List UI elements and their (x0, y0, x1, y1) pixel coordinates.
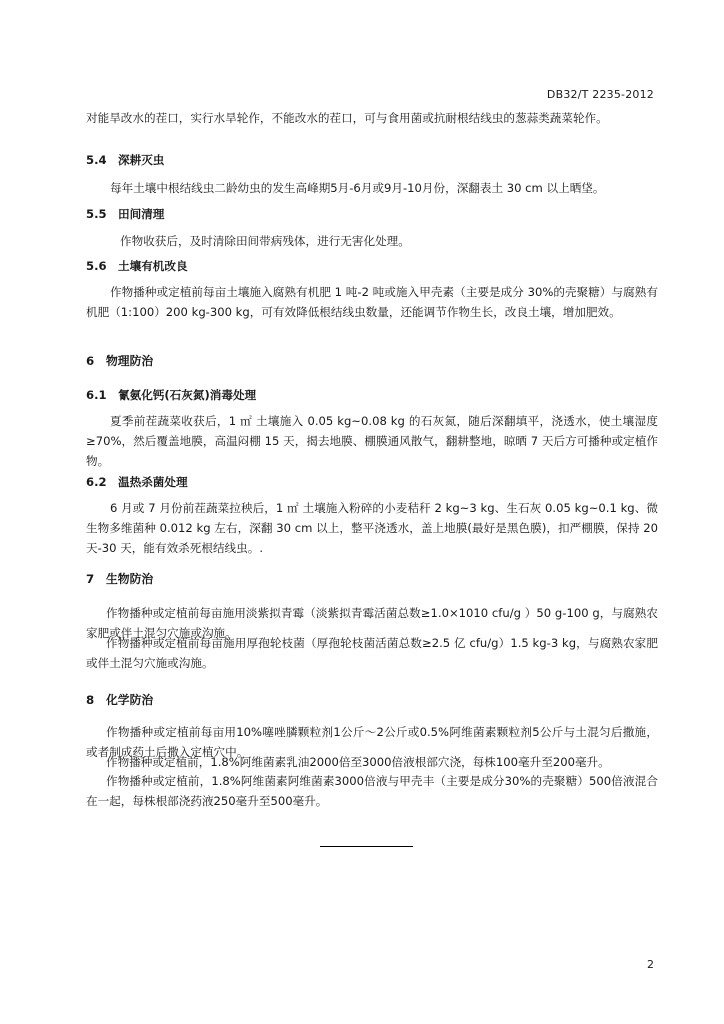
section-5-4-text: 每年土壤中根结线虫二龄幼虫的发生高峰期5月-6月或9月-10月份，深翻表土 30 cm 以上晒垡。 (110, 181, 605, 195)
section-7-paragraph-2: 作物播种或定植前每亩施用厚孢轮枝菌（厚孢轮枝菌活菌总数≥2.5 亿 cfu/g）1.5 kg-3 kg，与腐熟农家肥或伴土混匀穴施或沟施。 (86, 636, 658, 670)
section-8-paragraph-1: 作物播种或定植前每亩用10%噻唑膦颗粒剂1公斤～2公斤或0.5%阿维菌素颗粒剂5公斤与土混匀后撒施，或者制成药土后撒入定植穴中。 (86, 725, 658, 759)
section-number: 6.1 (86, 388, 107, 402)
section-number: 5.6 (86, 259, 107, 273)
end-divider (320, 846, 413, 847)
section-5-6-text: 作物播种或定植前每亩土壤施入腐熟有机肥 1 吨-2 吨或施入甲壳素（主要是成分 30%的壳聚糖）与腐熟有机肥（1:100）200 kg-300 kg，可有效降低根结线虫数量，还能调节作物生长，改良土壤，增加肥效。 (86, 285, 658, 319)
section-title: 田间清理 (118, 207, 165, 221)
section-8-heading (86, 691, 153, 708)
page-number: 2 (647, 958, 654, 971)
section-5-5-heading (86, 206, 164, 222)
section-8-paragraph-2: 作物播种或定植前，1.8%阿维菌素乳油2000倍至3000倍液根部穴浇，每株100毫升至200毫升。 (106, 755, 610, 769)
section-7-heading (86, 570, 153, 587)
section-6-1-heading (86, 387, 256, 403)
section-number: 6.2 (86, 475, 107, 489)
section-title: 深耕灭虫 (118, 153, 165, 167)
section-7-paragraph-1: 作物播种或定植前每亩施用淡紫拟青霉（淡紫拟青霉活菌总数≥1.0×1010 cfu/g ）50 g-100 g，与腐熟农家肥或伴土混匀穴施或沟施。 (86, 606, 658, 640)
section-5-5-text: 作物收获后，及时清除田间带病残体，进行无害化处理。 (120, 234, 410, 248)
section-6-2-heading (86, 474, 188, 490)
section-number: 5.5 (86, 207, 107, 221)
section-title: 生物防治 (106, 572, 154, 586)
section-5-4-heading (86, 152, 164, 168)
section-8-paragraph-3: 作物播种或定植前，1.8%阿维菌素阿维菌素3000倍液与甲壳丰（主要是成分30%的壳聚糖）500倍液混合在一起，每株根部浇药液250毫升至500毫升。 (86, 774, 658, 808)
section-title: 化学防治 (106, 693, 154, 707)
document-code: DB32/T 2235-2012 (546, 88, 654, 101)
section-title: 土壤有机改良 (118, 259, 188, 273)
section-5-6-heading (86, 258, 188, 274)
section-number: 8 (86, 693, 95, 707)
section-title: 温热杀菌处理 (118, 475, 188, 489)
section-number: 7 (86, 572, 95, 586)
section-title: 物理防治 (106, 354, 154, 368)
section-number: 6 (86, 354, 95, 368)
section-6-1-text: 夏季前茬蔬菜收获后，1 ㎡ 土壤施入 0.05 kg~0.08 kg 的石灰氮，随后深翻填平，浇透水，使土壤湿度≥70%，然后覆盖地膜，高温闷棚 15 天，揭去地膜、棚膜通风散气，翻耕整地，晾晒 7 天后方可播种或定植作物。 (86, 414, 658, 468)
intro-paragraph: 对能旱改水的茬口，实行水旱轮作，不能改水的茬口，可与食用菌或抗耐根结线虫的葱蒜类蔬菜轮作。 (86, 111, 608, 125)
section-number: 5.4 (86, 153, 107, 167)
section-6-heading (86, 352, 153, 369)
section-title: 氰氨化钙(石灰氮)消毒处理 (118, 388, 257, 402)
section-6-2-text: 6 月或 7 月份前茬蔬菜拉秧后，1 ㎡ 土壤施入粉碎的小麦秸秆 2 kg~3 kg、生石灰 0.05 kg~0.1 kg、微生物多维菌种 0.012 kg 左右，深翻 30 cm 以上，整平浇透水，盖上地膜(最好是黑色膜)，扣严棚膜，保持 20 天-30 天，能有效杀死根结线虫。. (86, 501, 658, 555)
